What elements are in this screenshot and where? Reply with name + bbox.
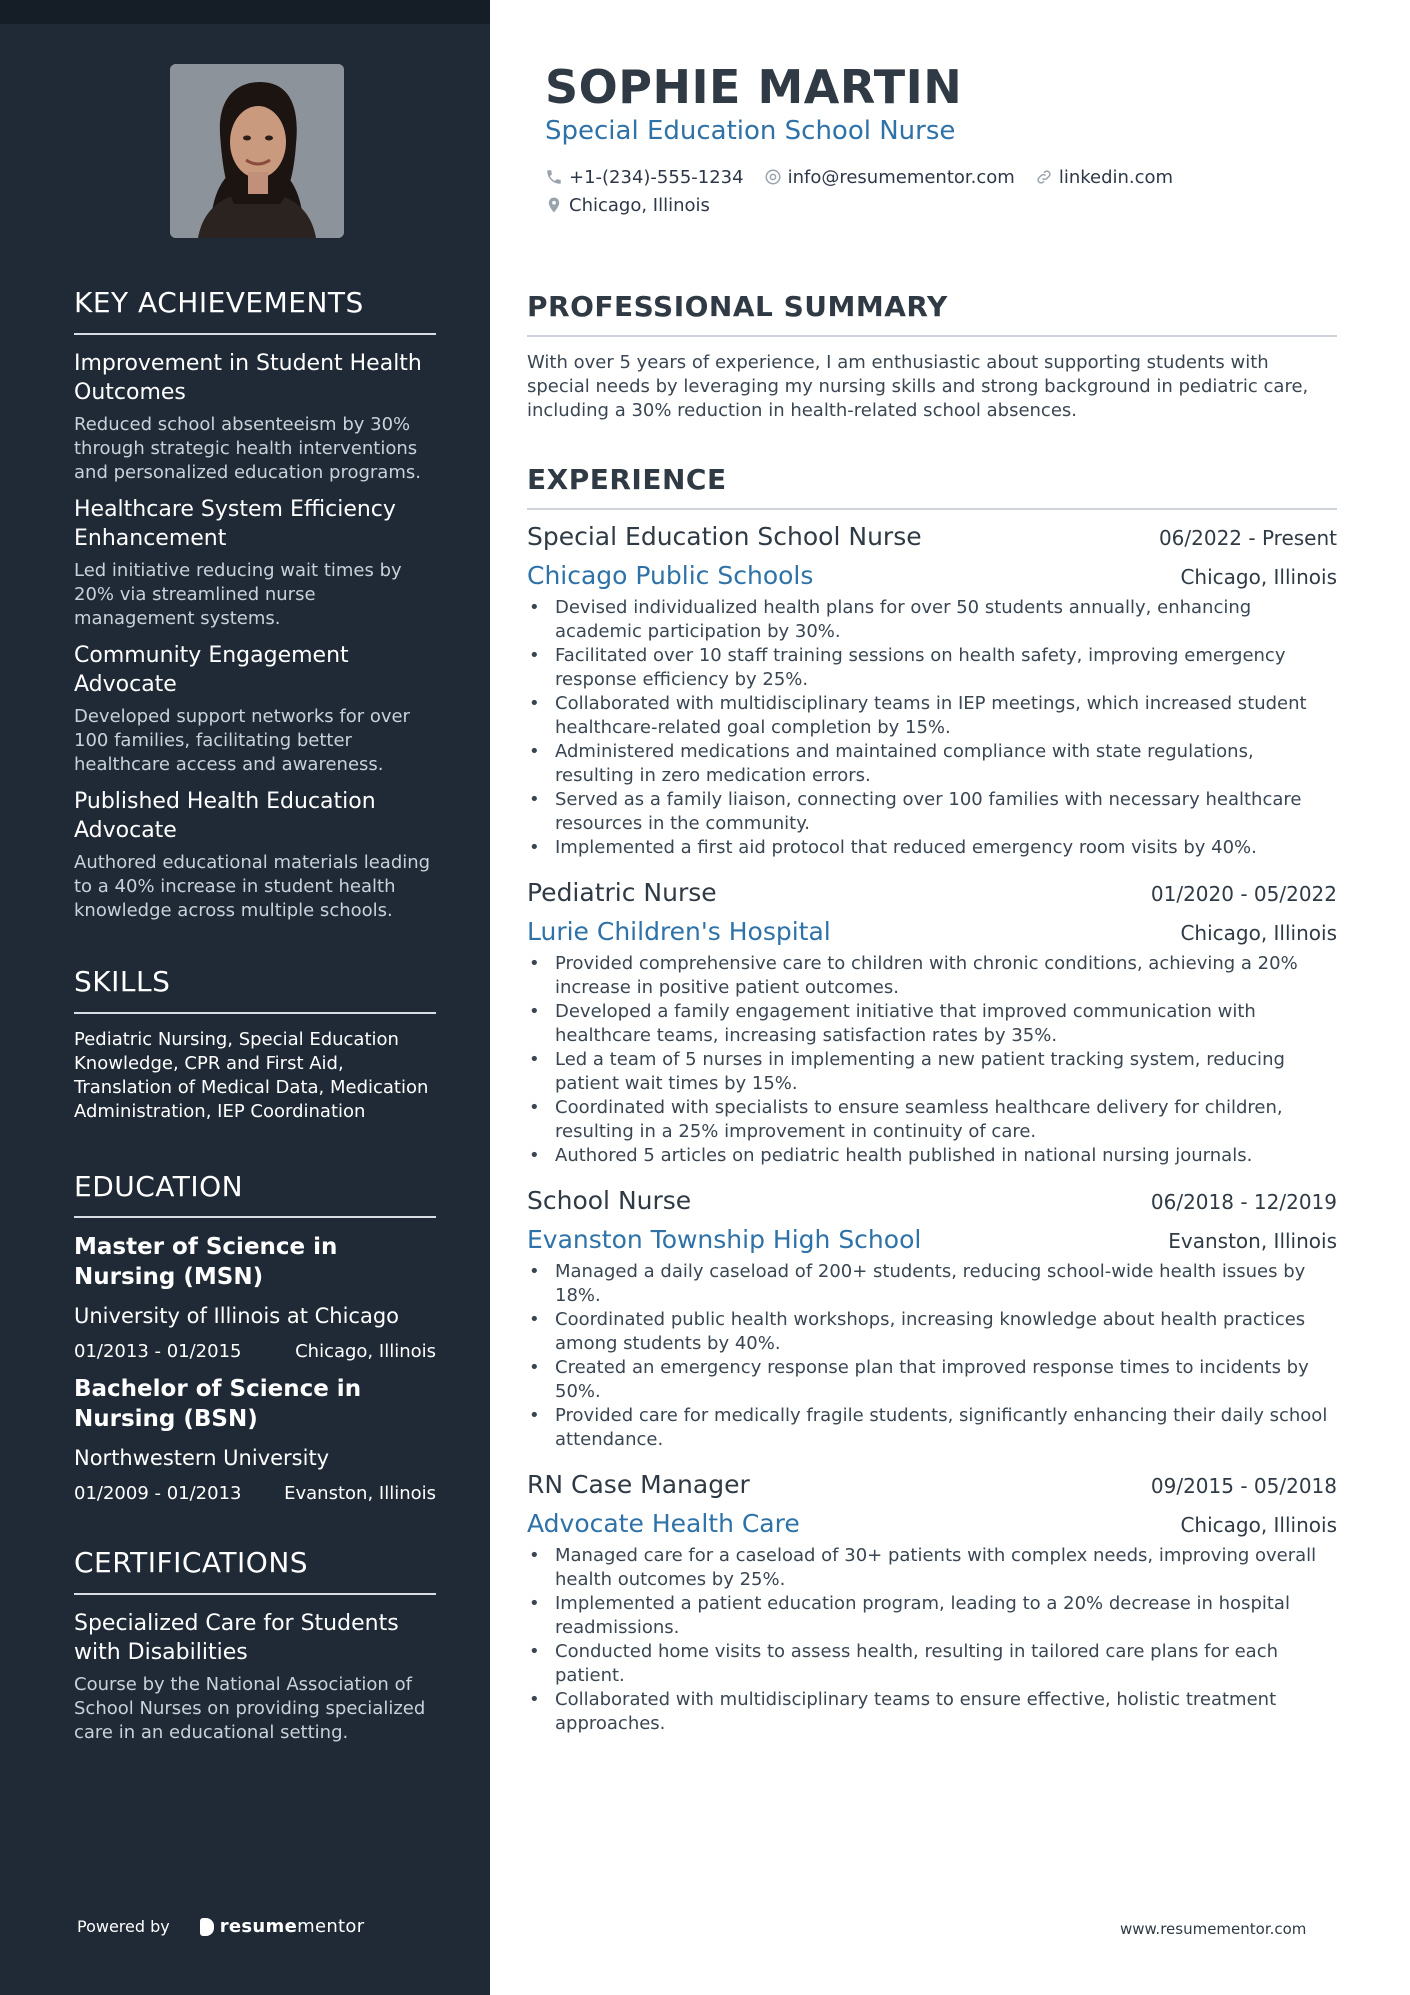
education-item	[74, 1374, 436, 1506]
job-bullet: • Created an emergency response plan that improved response times to incidents by 50%.	[527, 1356, 1337, 1404]
achievement-title: Community Engagement Advocate	[74, 642, 349, 697]
job-company: Advocate Health Care	[527, 1508, 800, 1538]
phone-icon	[545, 168, 563, 186]
certifications-heading: CERTIFICATIONS	[74, 1548, 436, 1595]
summary-text: With over 5 years of experience, I am enthusiastic about supporting students with special needs by leveraging my nursing skills and strong background in pediatric care, including a 30% reduction in health-related school absences.	[527, 351, 1309, 421]
contact-info	[545, 163, 1305, 219]
job-dates: 01/2020 - 05/2022	[1150, 881, 1337, 906]
job-bullet: • Led a team of 5 nurses in implementing a new patient tracking system, reducing patient wait times by 15%.	[527, 1048, 1337, 1096]
job-subheader	[527, 561, 1337, 590]
at-icon	[764, 168, 782, 186]
job-entry	[527, 1186, 1337, 1452]
education-heading: EDUCATION	[74, 1172, 436, 1219]
email-text: info@resumementor.com	[787, 166, 1015, 188]
education-school: Northwestern University	[74, 1446, 330, 1471]
job-bullet: • Developed a family engagement initiative that improved communication with healthcare teams, increasing satisfaction rates by 35%.	[527, 1000, 1337, 1048]
job-header	[527, 1186, 1337, 1215]
achievement-desc: Reduced school absenteeism by 30% through strategic health interventions and personalized education programs.	[74, 413, 421, 483]
education-degree: Bachelor of Science in Nursing (BSN)	[74, 1376, 362, 1433]
sidebar-content	[74, 288, 436, 1753]
job-bullet: • Provided care for medically fragile students, significantly enhancing their daily school attendance.	[527, 1404, 1337, 1452]
job-company: Lurie Children's Hospital	[527, 916, 831, 946]
certification-desc: Course by the National Association of School Nurses on providing specialized care in an educational setting.	[74, 1674, 426, 1744]
job-bullet: • Administered medications and maintained compliance with state regulations, resulting in zero medication errors.	[527, 740, 1337, 788]
job-bullet: • Collaborated with multidisciplinary teams in IEP meetings, which increased student healthcare-related goal completion by 15%.	[527, 692, 1337, 740]
job-dates: 06/2018 - 12/2019	[1150, 1189, 1337, 1214]
job-bullet: • Collaborated with multidisciplinary teams to ensure effective, holistic treatment approaches.	[527, 1688, 1337, 1736]
job-bullet: • Devised individualized health plans for over 50 students annually, enhancing academic participation by 30%.	[527, 596, 1337, 644]
job-location: Chicago, Illinois	[1180, 920, 1337, 945]
job-bullet: • Implemented a patient education program, leading to a 20% decrease in hospital readmissions.	[527, 1592, 1337, 1640]
education-dates: 01/2009 - 01/2013	[74, 1483, 242, 1505]
phone-text: +1-(234)-555-1234	[569, 166, 744, 188]
candidate-role: Special Education School Nurse	[545, 116, 956, 146]
achievements-heading: KEY ACHIEVEMENTS	[74, 288, 436, 335]
job-dates: 06/2022 - Present	[1158, 525, 1337, 550]
brand-mark-icon	[200, 1918, 214, 1936]
job-subheader	[527, 1225, 1337, 1254]
job-location: Chicago, Illinois	[1180, 1512, 1337, 1537]
location-text: Chicago, Illinois	[569, 194, 710, 216]
job-bullet: • Authored 5 articles on pediatric health published in national nursing journals.	[527, 1144, 1337, 1168]
job-subheader	[527, 917, 1337, 946]
sidebar	[0, 0, 490, 1995]
job-company: Chicago Public Schools	[527, 560, 814, 590]
job-title: RN Case Manager	[527, 1469, 750, 1499]
job-title: School Nurse	[527, 1185, 692, 1215]
powered-by	[77, 1916, 364, 1937]
experience-section	[527, 465, 1337, 1736]
contact-location	[545, 195, 710, 216]
skills-heading: SKILLS	[74, 967, 436, 1014]
location-pin-icon	[545, 196, 563, 214]
job-title: Pediatric Nurse	[527, 877, 717, 907]
job-bullets	[527, 596, 1337, 860]
contact-phone[interactable]	[545, 167, 744, 188]
achievement-title: Healthcare System Efficiency Enhancement	[74, 496, 396, 551]
job-bullets	[527, 1260, 1337, 1452]
job-bullet: • Facilitated over 10 staff training sessions on health safety, improving emergency response efficiency by 25%.	[527, 644, 1337, 692]
job-bullet: • Conducted home visits to assess health, resulting in tailored care plans for each patient.	[527, 1640, 1337, 1688]
job-bullet: • Provided comprehensive care to children with chronic conditions, achieving a 20% increase in positive patient outcomes.	[527, 952, 1337, 1000]
achievement-desc: Led initiative reducing wait times by 20% via streamlined nurse management systems.	[74, 559, 402, 629]
brand-name-bold: resume	[219, 1916, 298, 1937]
contact-email[interactable]	[764, 167, 1015, 188]
job-entry	[527, 878, 1337, 1168]
job-header	[527, 878, 1337, 907]
job-header	[527, 1470, 1337, 1499]
contact-line	[545, 191, 1305, 219]
certification-item	[74, 1609, 436, 1745]
achievement-title: Improvement in Student Health Outcomes	[74, 350, 422, 405]
job-dates: 09/2015 - 05/2018	[1150, 1473, 1337, 1498]
brand-name-thin: mentor	[297, 1916, 365, 1937]
profile-photo	[170, 64, 344, 238]
summary-heading: PROFESSIONAL SUMMARY	[527, 292, 1337, 337]
education-degree: Master of Science in Nursing (MSN)	[74, 1234, 338, 1291]
certification-title: Specialized Care for Students with Disabilities	[74, 1611, 399, 1666]
job-bullets	[527, 1544, 1337, 1736]
job-bullet: • Implemented a first aid protocol that reduced emergency room visits by 40%.	[527, 836, 1337, 860]
brand-logo	[200, 1916, 365, 1937]
experience-heading: EXPERIENCE	[527, 465, 1337, 510]
achievement-item	[74, 641, 436, 777]
job-entry	[527, 522, 1337, 860]
job-location: Chicago, Illinois	[1180, 564, 1337, 589]
footer-url[interactable]: www.resumementor.com	[1120, 1920, 1307, 1938]
education-dates: 01/2013 - 01/2015	[74, 1341, 242, 1363]
skills-list: Pediatric Nursing, Special Education Knowledge, CPR and First Aid, Translation of Medical Data, Medication Administration, IEP Coordination	[74, 1028, 429, 1122]
achievement-item	[74, 787, 436, 923]
job-bullet: • Managed a daily caseload of 200+ students, reducing school-wide health issues by 18%.	[527, 1260, 1337, 1308]
summary-section	[527, 292, 1337, 423]
job-location: Evanston, Illinois	[1168, 1228, 1337, 1253]
education-location: Chicago, Illinois	[295, 1341, 436, 1363]
job-company: Evanston Township High School	[527, 1224, 922, 1254]
contact-linkedin[interactable]	[1035, 167, 1173, 188]
job-bullets	[527, 952, 1337, 1168]
job-title: Special Education School Nurse	[527, 521, 922, 551]
sidebar-top-bar	[0, 0, 490, 24]
profile-photo-illustration	[170, 64, 344, 238]
achievement-title: Published Health Education Advocate	[74, 788, 376, 843]
education-meta	[74, 1482, 436, 1506]
job-entry	[527, 1470, 1337, 1736]
education-meta	[74, 1340, 436, 1364]
job-header	[527, 522, 1337, 551]
job-bullet: • Served as a family liaison, connecting over 100 families with necessary healthcare resources in the community.	[527, 788, 1337, 836]
job-bullet: • Managed care for a caseload of 30+ patients with complex needs, improving overall health outcomes by 25%.	[527, 1544, 1337, 1592]
contact-line	[545, 163, 1305, 191]
education-school: University of Illinois at Chicago	[74, 1304, 400, 1329]
achievement-item	[74, 349, 436, 485]
achievement-desc: Developed support networks for over 100 families, facilitating better healthcare access and awareness.	[74, 705, 410, 775]
job-bullet: • Coordinated public health workshops, increasing knowledge about health practices among students by 40%.	[527, 1308, 1337, 1356]
link-icon	[1035, 168, 1053, 186]
achievement-item	[74, 495, 436, 631]
job-bullet: • Coordinated with specialists to ensure seamless healthcare delivery for children, resulting in a 25% improvement in continuity of care.	[527, 1096, 1337, 1144]
achievement-desc: Authored educational materials leading to a 40% increase in student health knowledge across multiple schools.	[74, 851, 431, 921]
powered-by-label: Powered by	[77, 1917, 170, 1936]
education-item	[74, 1232, 436, 1364]
education-location: Evanston, Illinois	[284, 1483, 436, 1505]
candidate-name: SOPHIE MARTIN	[545, 60, 963, 114]
job-subheader	[527, 1509, 1337, 1538]
linkedin-text: linkedin.com	[1058, 166, 1174, 188]
